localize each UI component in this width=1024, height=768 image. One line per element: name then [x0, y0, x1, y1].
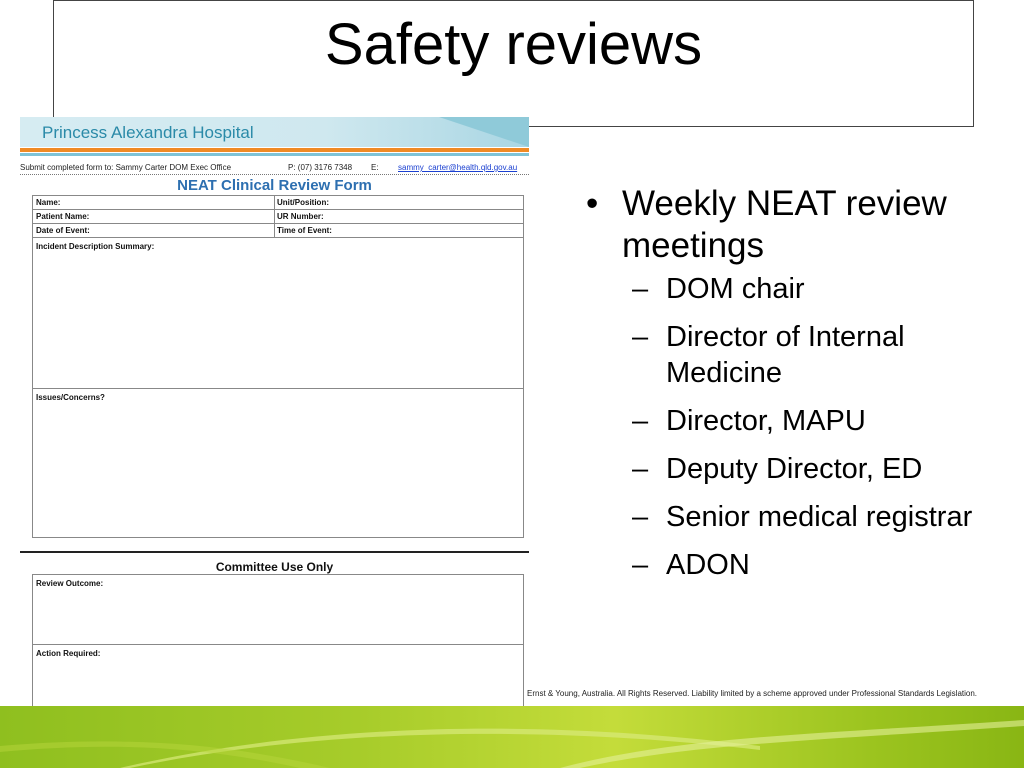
- sub-bullet-text: Deputy Director, ED: [666, 453, 923, 485]
- sub-bullet: [580, 499, 1010, 535]
- sub-bullet: [580, 319, 1010, 391]
- unit-position-field[interactable]: Unit/Position:: [277, 198, 329, 207]
- sub-bullet: [580, 403, 1010, 439]
- hospital-name: Princess Alexandra Hospital: [42, 123, 254, 142]
- name-field[interactable]: Name:: [36, 198, 61, 207]
- form-title: NEAT Clinical Review Form: [177, 177, 372, 194]
- bullet-dot: •: [586, 184, 599, 223]
- band-swooshes: [0, 706, 1024, 768]
- bullet-main: [580, 183, 1010, 267]
- banner-stripe: [439, 117, 529, 147]
- orange-divider: [20, 148, 529, 152]
- incident-summary-label: Incident Description Summary:: [36, 242, 155, 251]
- review-outcome-label: Review Outcome:: [36, 579, 104, 588]
- dotted-separator: [20, 174, 529, 175]
- phone-number: P: (07) 3176 7348: [288, 163, 353, 172]
- issues-concerns-label: Issues/Concerns?: [36, 393, 105, 402]
- dash: –: [632, 549, 649, 581]
- sub-bullet: [580, 547, 1010, 583]
- bullet-main-text: Weekly NEAT review meetings: [622, 184, 947, 265]
- bullet-list: [580, 183, 1010, 595]
- sub-bullet-text: Senior medical registrar: [666, 501, 973, 533]
- date-of-event-field[interactable]: Date of Event:: [36, 226, 90, 235]
- committee-title: Committee Use Only: [215, 560, 334, 574]
- blue-divider: [20, 153, 529, 156]
- dash: –: [632, 405, 649, 437]
- time-of-event-field[interactable]: Time of Event:: [277, 226, 332, 235]
- dash: –: [632, 501, 649, 533]
- sub-bullet-text: DOM chair: [666, 273, 805, 305]
- dash: –: [632, 273, 649, 305]
- sub-bullet: [580, 451, 1010, 487]
- submit-label: Submit completed form to: Sammy Carter DOM Exec Office: [20, 163, 232, 172]
- title-box: [53, 0, 974, 127]
- email-label: E:: [371, 163, 379, 172]
- sub-bullet-text: ADON: [666, 549, 750, 581]
- slide-title: Safety reviews: [324, 12, 703, 77]
- dash: –: [632, 453, 649, 485]
- details-table: [32, 195, 524, 238]
- ur-number-field[interactable]: UR Number:: [277, 212, 324, 221]
- sub-bullet-text: Director of Internal Medicine: [666, 321, 905, 389]
- row-divider: [33, 209, 523, 210]
- green-footer-band: [0, 706, 1024, 768]
- action-required-label: Action Required:: [36, 649, 101, 658]
- dash: –: [632, 321, 649, 353]
- patient-name-field[interactable]: Patient Name:: [36, 212, 90, 221]
- sub-bullet-text: Director, MAPU: [666, 405, 866, 437]
- incident-summary-box[interactable]: [32, 237, 524, 389]
- section-rule: [20, 551, 529, 553]
- sub-bullet: [580, 271, 1010, 307]
- email-link[interactable]: sammy_carter@health.qld.gov.au: [398, 163, 518, 172]
- issues-concerns-box[interactable]: [32, 388, 524, 538]
- review-outcome-box[interactable]: [32, 574, 524, 645]
- hospital-banner: [20, 117, 529, 147]
- row-divider: [33, 223, 523, 224]
- neat-review-form: [20, 117, 529, 750]
- copyright-footer: Ernst & Young, Australia. All Rights Reserved. Liability limited by a scheme approved under Professional Standards Legislation.: [527, 689, 978, 698]
- submit-line: [20, 163, 529, 172]
- sub-bullet-list: [580, 271, 1010, 583]
